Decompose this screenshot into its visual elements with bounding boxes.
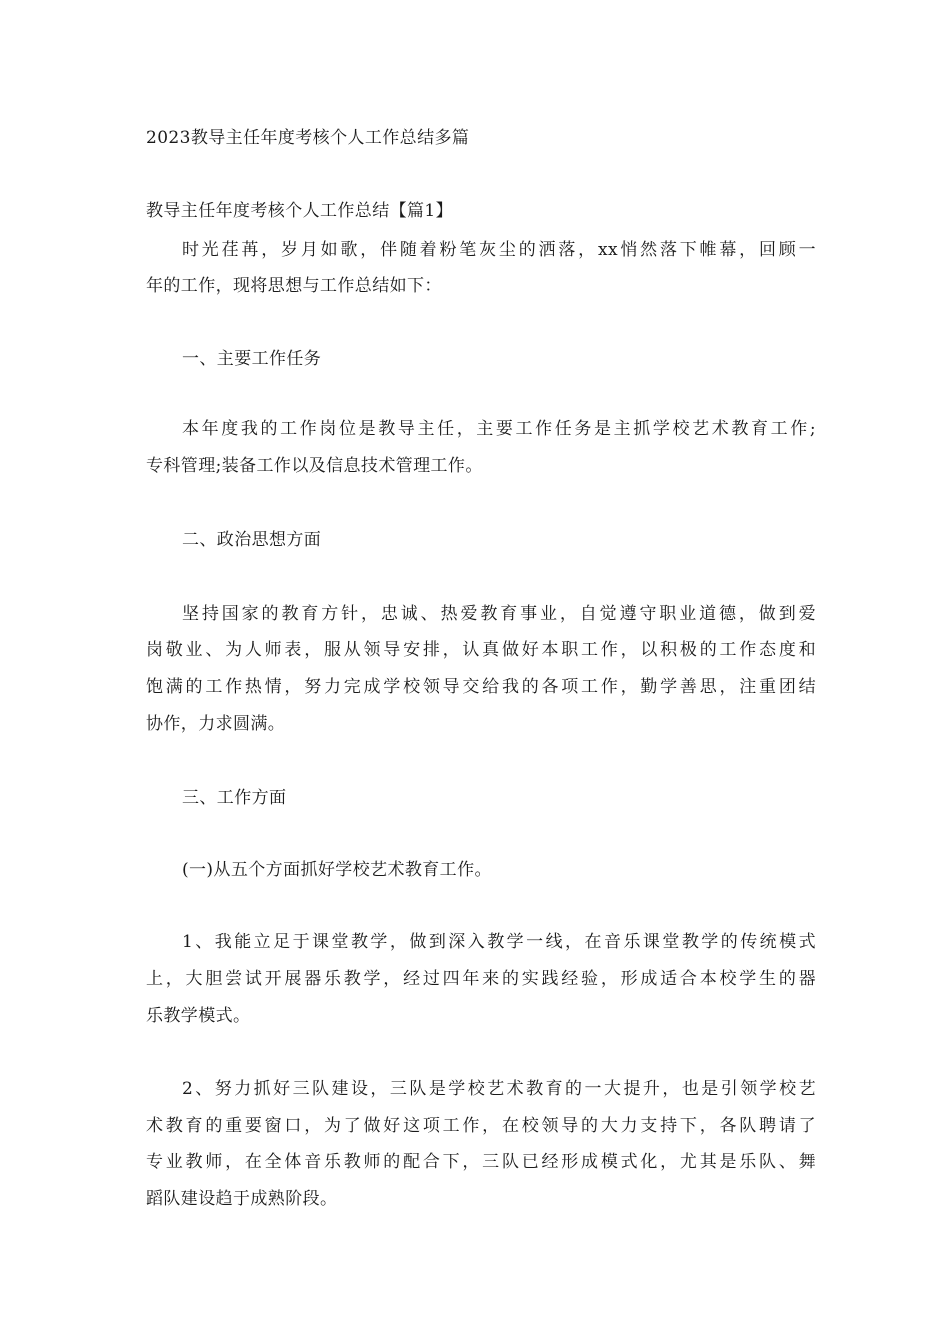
- item-1-line-3: 乐教学模式。: [146, 1006, 251, 1026]
- para-2-line-2: 岗敬业、为人师表，服从领导安排，认真做好本职工作，以积极的工作态度和: [146, 640, 816, 660]
- para-2-line-4: 协作，力求圆满。: [146, 714, 286, 734]
- intro-line-1: 时光荏苒，岁月如歌，伴随着粉笔灰尘的洒落，xx悄然落下帷幕，回顾一: [182, 240, 816, 260]
- item-2-line-3: 专业教师，在全体音乐教师的配合下，三队已经形成模式化，尤其是乐队、舞: [146, 1152, 816, 1172]
- para-2-line-3: 饱满的工作热情，努力完成学校领导交给我的各项工作，勤学善思，注重团结: [146, 677, 816, 697]
- document-title: 2023教导主任年度考核个人工作总结多篇: [146, 128, 470, 148]
- para-2-line-1: 坚持国家的教育方针，忠诚、热爱教育事业，自觉遵守职业道德，做到爱: [182, 604, 816, 624]
- heading-work: 三、工作方面: [182, 788, 287, 808]
- item-1-line-2: 上，大胆尝试开展器乐教学，经过四年来的实践经验，形成适合本校学生的器: [146, 969, 816, 989]
- item-2-line-1: 2、努力抓好三队建设，三队是学校艺术教育的一大提升，也是引领学校艺: [182, 1079, 816, 1099]
- para-1-line-1: 本年度我的工作岗位是教导主任，主要工作任务是主抓学校艺术教育工作;: [182, 419, 816, 439]
- heading-main-tasks: 一、主要工作任务: [182, 349, 322, 369]
- sub-heading-art-education: (一)从五个方面抓好学校艺术教育工作。: [182, 860, 492, 880]
- item-2-line-2: 术教育的重要窗口，为了做好这项工作，在校领导的大力支持下，各队聘请了: [146, 1116, 816, 1136]
- para-1-line-2: 专科管理;装备工作以及信息技术管理工作。: [146, 456, 483, 476]
- section-heading: 教导主任年度考核个人工作总结【篇1】: [146, 201, 454, 221]
- item-1-line-1: 1、我能立足于课堂教学，做到深入教学一线，在音乐课堂教学的传统模式: [182, 932, 816, 952]
- heading-political: 二、政治思想方面: [182, 530, 322, 550]
- intro-line-2: 年的工作，现将思想与工作总结如下：: [146, 276, 442, 296]
- item-2-line-4: 蹈队建设趋于成熟阶段。: [146, 1189, 338, 1209]
